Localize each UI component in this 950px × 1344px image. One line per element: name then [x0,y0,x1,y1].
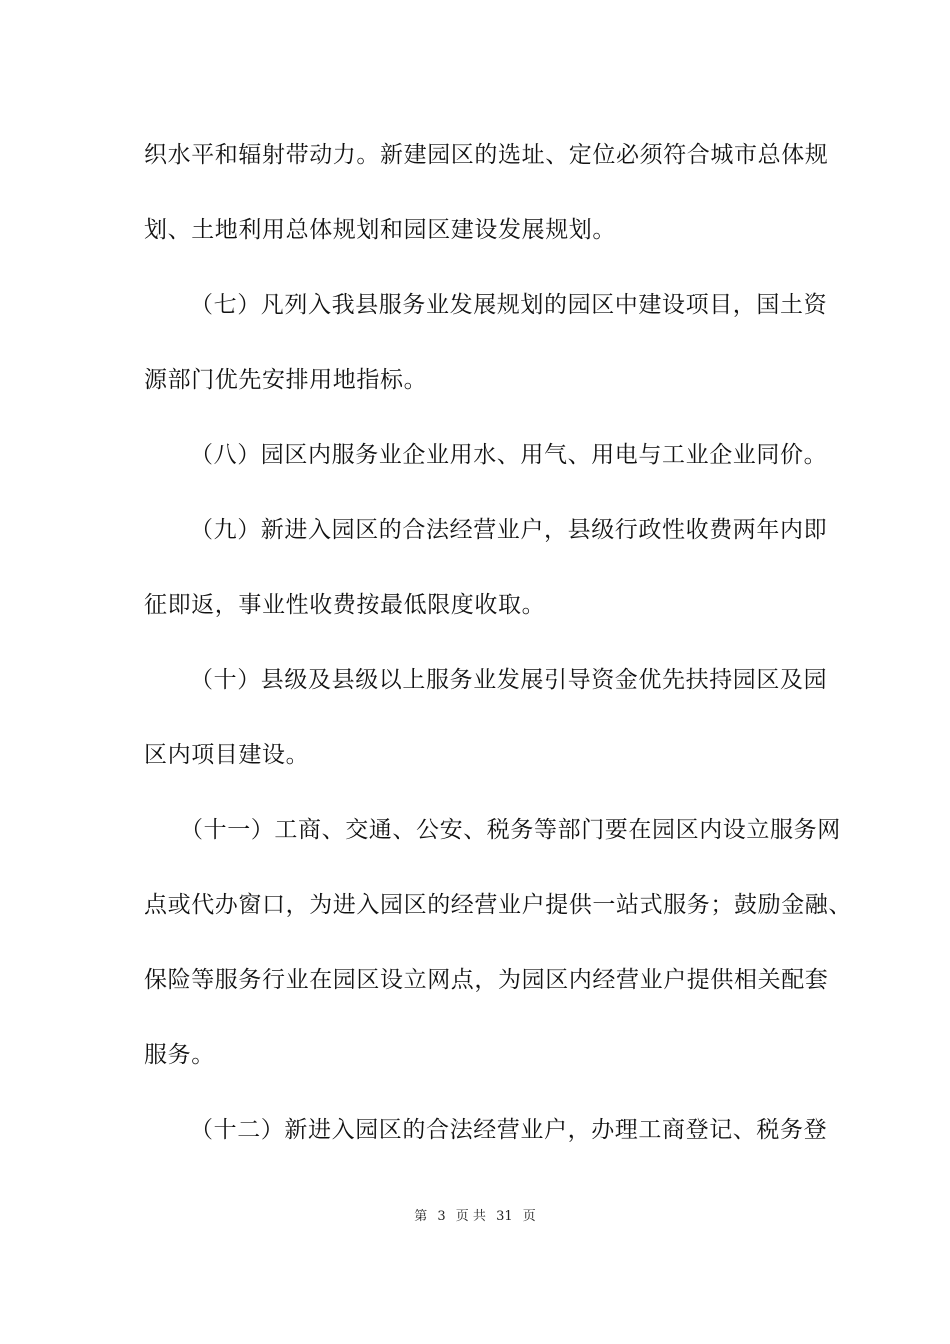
paragraph-item-12: （十二）新进入园区的合法经营业户，办理工商登记、税务登 [190,1117,828,1143]
total-pages-number: 31 [496,1209,513,1224]
footer-mid: 页 共 [455,1209,486,1224]
current-page-number: 3 [437,1209,446,1224]
footer-suffix: 页 [522,1209,536,1224]
text-line: 区内项目建设。 [144,742,310,768]
text-line: 征即返，事业性收费按最低限度收取。 [144,592,546,618]
text-line: 保险等服务行业在园区设立网点，为园区内经营业户提供相关配套 [144,967,829,993]
footer-prefix: 第 [414,1209,428,1224]
paragraph-item-8: （八）园区内服务业企业用水、用气、用电与工业企业同价。 [190,442,828,468]
text-line: 服务。 [144,1042,215,1068]
page-number-footer [0,1208,950,1226]
paragraph-item-11: （十一）工商、交通、公安、税务等部门要在园区内设立服务网 [180,817,841,843]
paragraph-item-9: （九）新进入园区的合法经营业户，县级行政性收费两年内即 [190,517,828,543]
paragraph-item-7: （七）凡列入我县服务业发展规划的园区中建设项目，国土资 [190,292,828,318]
paragraph-item-10: （十）县级及县级以上服务业发展引导资金优先扶持园区及园 [190,667,828,693]
text-line: 划、土地利用总体规划和园区建设发展规划。 [144,217,616,243]
text-line: 织水平和辐射带动力。新建园区的选址、定位必须符合城市总体规 [144,142,829,168]
text-line: 源部门优先安排用地指标。 [144,367,428,393]
text-line: 点或代办窗口，为进入园区的经营业户提供一站式服务；鼓励金融、 [144,892,852,918]
